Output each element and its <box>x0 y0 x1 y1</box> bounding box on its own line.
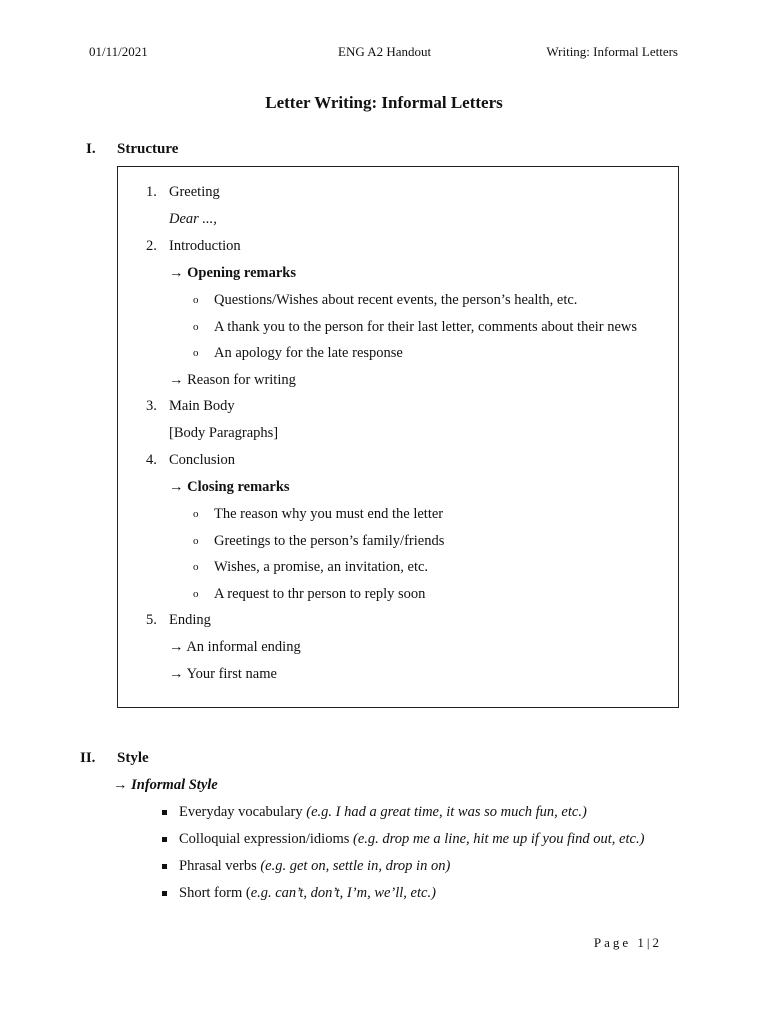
bullet-text: Phrasal verbs <box>179 858 261 874</box>
header-date: 01/11/2021 <box>89 44 148 59</box>
list-number: 4. <box>146 452 157 468</box>
style-bullet <box>179 804 587 821</box>
list-item-label: Conclusion <box>169 452 236 468</box>
style-bullet <box>179 858 450 875</box>
arrow-icon: → <box>169 265 184 281</box>
bullet-text: Short form ( <box>179 885 251 901</box>
bullet-example: (e.g. I had a great time, it was so much fun, etc.) <box>306 804 587 820</box>
list-item-label: Introduction <box>169 238 241 254</box>
bullet-example: (e.g. drop me a line, hit me up if you find out, etc.) <box>353 831 645 847</box>
arrow-icon: → <box>169 479 184 495</box>
bullet-text: Everyday vocabulary <box>179 804 307 820</box>
section-title: Style <box>117 750 149 766</box>
page-number: Page 1|2 <box>593 935 662 950</box>
arrow-line <box>169 479 290 496</box>
square-bullet-icon <box>162 837 167 842</box>
arrow-text: Reason for writing <box>187 372 296 388</box>
arrow-text: Opening remarks <box>187 265 297 281</box>
bullet-text: Wishes, a promise, an invitation, etc. <box>214 559 429 575</box>
circle-bullet-icon: o <box>193 535 199 547</box>
square-bullet-icon <box>162 864 167 869</box>
list-item-label: Ending <box>169 612 211 628</box>
arrow-icon: → <box>169 666 184 682</box>
section-number: I. <box>86 141 96 157</box>
arrow-icon: → <box>113 777 128 793</box>
arrow-line <box>113 777 218 794</box>
bullet-example: e.g. can’t, don’t, I’m, we’ll, etc.) <box>250 885 436 901</box>
section-title: Structure <box>117 141 179 157</box>
section-number: II. <box>80 750 96 766</box>
style-bullet <box>179 831 644 848</box>
list-item-sub: [Body Paragraphs] <box>169 425 279 441</box>
bullet-text: An apology for the late response <box>214 345 403 361</box>
square-bullet-icon <box>162 891 167 896</box>
list-number: 2. <box>146 238 157 254</box>
header-topic: Writing: Informal Letters <box>546 44 678 59</box>
square-bullet-icon <box>162 810 167 815</box>
circle-bullet-icon: o <box>193 588 199 600</box>
bullet-example: (e.g. get on, settle in, drop in on) <box>260 858 451 874</box>
page-title: Letter Writing: Informal Letters <box>265 93 503 112</box>
arrow-text: An informal ending <box>186 639 301 655</box>
arrow-line <box>169 666 277 683</box>
bullet-text: Questions/Wishes about recent events, the person’s health, etc. <box>214 292 578 308</box>
list-number: 5. <box>146 612 157 628</box>
list-number: 1. <box>146 184 157 200</box>
bullet-text: A request to thr person to reply soon <box>214 586 426 602</box>
header-course: ENG A2 Handout <box>338 44 432 59</box>
arrow-icon: → <box>169 372 184 388</box>
style-bullet <box>179 885 436 902</box>
circle-bullet-icon: o <box>193 321 199 333</box>
bullet-text: A thank you to the person for their last letter, comments about their news <box>214 319 638 335</box>
list-item-label: Greeting <box>169 184 220 200</box>
list-number: 3. <box>146 398 157 414</box>
arrow-line <box>169 265 296 282</box>
arrow-text: Closing remarks <box>187 479 290 495</box>
bullet-text: The reason why you must end the letter <box>214 506 444 522</box>
circle-bullet-icon: o <box>193 294 199 306</box>
arrow-text: Your first name <box>186 666 277 682</box>
circle-bullet-icon: o <box>193 561 199 573</box>
circle-bullet-icon: o <box>193 508 199 520</box>
style-subheading: Informal Style <box>131 777 218 793</box>
bullet-text: Greetings to the person’s family/friends <box>214 533 445 549</box>
list-item-sub: Dear ..., <box>169 211 217 227</box>
circle-bullet-icon: o <box>193 347 199 359</box>
arrow-line <box>169 372 296 389</box>
list-item-label: Main Body <box>169 398 235 414</box>
arrow-line <box>169 639 301 656</box>
bullet-text: Colloquial expression/idioms <box>179 831 353 847</box>
arrow-icon: → <box>169 639 184 655</box>
